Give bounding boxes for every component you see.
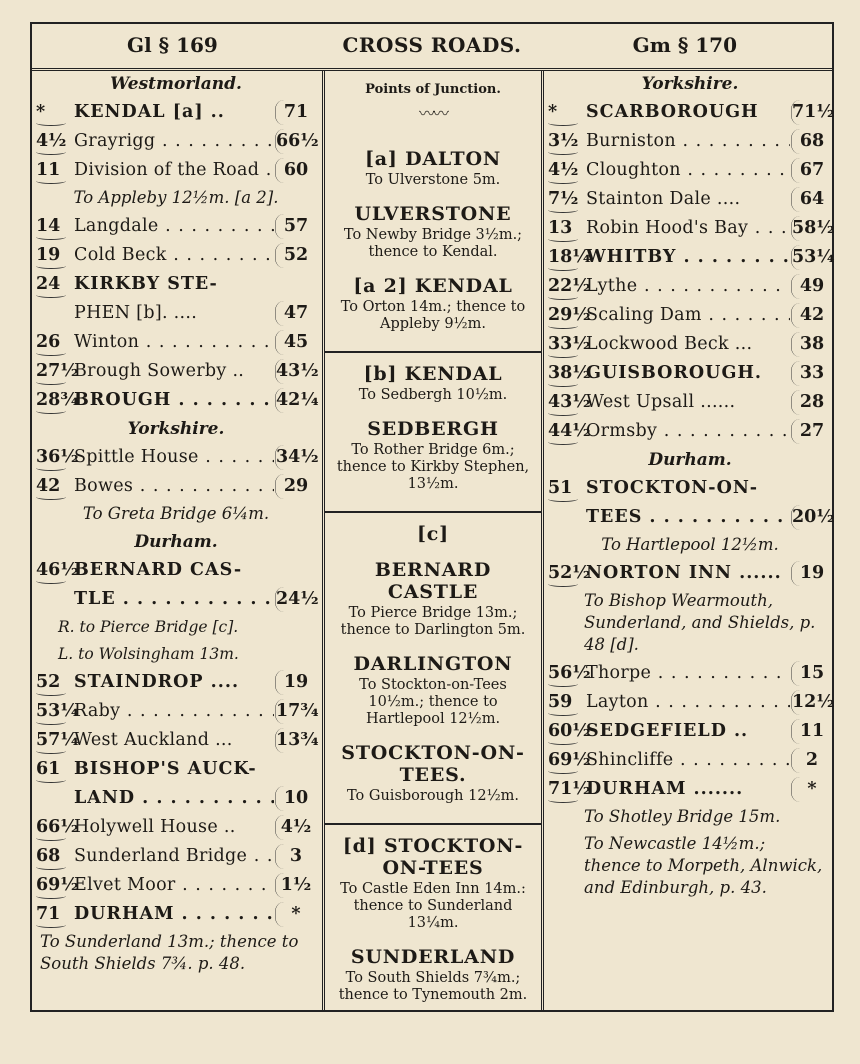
- junction-directions: To Sedbergh 10½m.: [358, 387, 508, 403]
- place-name: NORTON INN ......: [586, 563, 782, 583]
- route-row: [36, 784, 316, 813]
- junction-directions: To Stockton-on-Tees 10½m.; thence to Hartlepool 12½m.: [359, 677, 507, 727]
- distance-to-end: 45: [276, 328, 316, 357]
- route-row: [548, 417, 832, 446]
- right-route-column: [548, 70, 835, 1010]
- place-name: Ormsby . . .: [586, 417, 790, 446]
- junction-heading: STOCKTON-ON-TEES.: [341, 742, 525, 786]
- place-name: Cold Beck . . .: [74, 241, 274, 270]
- place-name: Robin Hood's Bay . . .: [586, 214, 790, 243]
- distance-from-start: 69½: [548, 746, 582, 775]
- distance-to-end: 33: [792, 359, 832, 388]
- route-start-row: [548, 98, 835, 127]
- place-name: KIRKBY STE-: [74, 274, 218, 294]
- distance-from-start: 57¼: [36, 726, 70, 755]
- distance-to-end: 28: [792, 388, 832, 417]
- distance-from-start: 36½: [36, 443, 70, 472]
- ornament: 〰〰: [418, 104, 447, 123]
- distance-from-start: 52: [36, 668, 70, 697]
- place-name: West Upsall ......: [586, 392, 736, 412]
- place-name: Thorpe . . .: [586, 659, 790, 688]
- branch-note: To Appleby 12½m. [a 2].: [73, 188, 279, 207]
- place-name: Stainton Dale ....: [586, 189, 741, 209]
- distance-to-end: 57: [276, 212, 316, 241]
- place-name: PHEN [b]. ....: [74, 303, 198, 323]
- distance-to-end: 42¼: [276, 386, 316, 415]
- route-row: [36, 212, 316, 241]
- distance-to-end: 47: [276, 299, 316, 328]
- junction-heading: BERNARD CASTLE: [374, 559, 492, 603]
- branch-note: To Newcastle 14½m.; thence to Morpeth, Alnwick, and Edinburgh, p. 43.: [584, 834, 823, 897]
- region-heading: Yorkshire.: [127, 419, 225, 439]
- route-row: [36, 472, 316, 501]
- branch-note: L. to Wolsingham 13m.: [58, 645, 239, 663]
- route-row: [548, 185, 832, 214]
- route-row: [548, 330, 832, 359]
- distance-to-end: 42: [792, 301, 832, 330]
- distance-from-start: 29½: [548, 301, 582, 330]
- junction-heading: DARLINGTON: [353, 653, 513, 675]
- route-row: [36, 299, 316, 328]
- junction-entry: [325, 418, 541, 497]
- place-name: Cloughton . . .: [586, 156, 790, 185]
- route-row: [36, 900, 316, 929]
- region-heading: Durham.: [648, 450, 732, 470]
- junction-entry: [325, 523, 541, 549]
- distance-to-end: 27: [792, 417, 832, 446]
- route-row: [36, 871, 316, 900]
- start-total: 71: [276, 98, 316, 127]
- junction-column: [322, 70, 544, 1010]
- branch-note: To Hartlepool 12½m.: [601, 535, 779, 554]
- section-ref-left: Gl § 169: [127, 33, 218, 57]
- distance-to-end: 58½: [792, 214, 832, 243]
- distance-from-start: 44½: [548, 417, 582, 446]
- distance-from-start: 27½: [36, 357, 70, 386]
- place-name: Shincliffe . . .: [586, 746, 790, 775]
- junction-entry: [325, 946, 541, 1008]
- distance-from-start: 66½: [36, 813, 70, 842]
- distance-to-end: 13¾: [276, 726, 316, 755]
- distance-to-end: 1½: [276, 871, 316, 900]
- route-row: [36, 556, 316, 585]
- place-name: STOCKTON-ON-: [586, 478, 759, 498]
- place-name: Lockwood Beck ...: [586, 334, 753, 354]
- junction-directions: To Guisborough 12½m.: [347, 788, 519, 804]
- route-row: [548, 688, 835, 717]
- route-row: [36, 270, 316, 299]
- distance-from-start: 13: [548, 214, 582, 243]
- route-row: [36, 726, 319, 755]
- start-place: SCARBOROUGH: [586, 102, 759, 122]
- junction-entry: [325, 275, 541, 337]
- route-row: [548, 156, 832, 185]
- branch-note: To Sunderland 13m.; thence to South Shields 7¾. p. 48.: [40, 932, 299, 973]
- distance-from-start: 56½: [548, 659, 582, 688]
- distance-from-start: 26: [36, 328, 70, 357]
- route-row: [36, 668, 316, 697]
- route-row: [548, 127, 832, 156]
- distance-from-start: 53¼: [36, 697, 70, 726]
- distance-to-end: 19: [792, 559, 832, 588]
- distance-from-start: 71½: [548, 775, 582, 804]
- junction-entry: [325, 653, 541, 732]
- junction-heading: SEDBERGH: [367, 418, 499, 440]
- distance-to-end: 10: [276, 784, 316, 813]
- junction-heading: [c]: [417, 523, 449, 545]
- junction-directions: To Rother Bridge 6m.; thence to Kirkby Stephen, 13½m.: [336, 442, 530, 492]
- place-name: DURHAM . . .: [74, 900, 274, 929]
- place-name: Brough Sowerby ..: [74, 361, 245, 381]
- route-row: [548, 214, 835, 243]
- place-name: Spittle House . . .: [74, 443, 274, 472]
- distance-from-start: 4½: [548, 156, 582, 185]
- route-row: [548, 272, 832, 301]
- distance-from-start: 4½: [36, 127, 70, 156]
- distance-to-end: 68: [792, 127, 832, 156]
- distance-to-end: 24½: [276, 585, 316, 614]
- place-name: BISHOP'S AUCK-: [74, 759, 257, 779]
- route-row: [36, 241, 316, 270]
- region-heading: Yorkshire.: [641, 74, 739, 94]
- distance-to-end: 53¼: [792, 243, 832, 272]
- place-name: Bowes . . .: [74, 472, 274, 501]
- distance-to-end: 12½: [792, 688, 832, 717]
- place-name: LAND . . .: [74, 784, 274, 813]
- distance-to-end: 29: [276, 472, 316, 501]
- junction-entry: [325, 148, 541, 193]
- start-total: 71½: [792, 98, 832, 127]
- distance-from-start: 71: [36, 900, 70, 929]
- distance-to-end: 60: [276, 156, 316, 185]
- junction-heading: [b] KENDAL: [363, 363, 503, 385]
- distance-from-start: 59: [548, 688, 582, 717]
- place-name: WHITBY . . .: [586, 243, 790, 272]
- start-marker: *: [36, 98, 70, 127]
- route-row: [548, 746, 832, 775]
- junction-heading: [a] DALTON: [365, 148, 501, 170]
- place-name: TLE . . .: [74, 585, 274, 614]
- junction-entry: [325, 835, 541, 936]
- distance-from-start: 24: [36, 270, 70, 299]
- route-row: [548, 474, 832, 503]
- route-row: [36, 585, 319, 614]
- branch-note: To Bishop Wearmouth, Sunderland, and Shields, p. 48 [d].: [584, 591, 816, 654]
- place-name: SEDGEFIELD ..: [586, 721, 749, 741]
- distance-from-start: 7½: [548, 185, 582, 214]
- distance-to-end: 49: [792, 272, 832, 301]
- distance-from-start: 69½: [36, 871, 70, 900]
- start-marker: *: [548, 98, 582, 127]
- distance-from-start: 11: [36, 156, 70, 185]
- distance-from-start: 33½: [548, 330, 582, 359]
- place-name: Langdale . . .: [74, 212, 274, 241]
- page-frame: [30, 22, 834, 1012]
- route-row: [36, 156, 316, 185]
- distance-from-start: 42: [36, 472, 70, 501]
- distance-to-end: 66½: [276, 127, 316, 156]
- route-row: [548, 388, 832, 417]
- place-name: Winton . . .: [74, 328, 274, 357]
- junction-heading: [a 2] KENDAL: [353, 275, 513, 297]
- distance-to-end: 43½: [276, 357, 316, 386]
- route-row: [548, 243, 835, 272]
- page-title: CROSS ROADS.: [342, 33, 522, 57]
- place-name: Burniston . . .: [586, 127, 790, 156]
- route-row: [548, 359, 832, 388]
- distance-from-start: 61: [36, 755, 70, 784]
- route-row: [36, 755, 316, 784]
- place-name: BROUGH . . .: [74, 386, 274, 415]
- distance-to-end: *: [276, 900, 316, 929]
- region-heading: Westmorland.: [110, 74, 242, 94]
- place-name: Scaling Dam . . .: [586, 301, 790, 330]
- distance-from-start: 52½: [548, 559, 582, 588]
- distance-to-end: 4½: [276, 813, 316, 842]
- distance-to-end: 34½: [276, 443, 316, 472]
- start-place: KENDAL [a] ..: [74, 102, 225, 122]
- junction-entry: [325, 363, 541, 408]
- route-row: [548, 775, 832, 804]
- place-name: Sunderland Bridge . . .: [74, 842, 274, 871]
- route-row: [36, 127, 319, 156]
- junction-heading: SUNDERLAND: [350, 946, 516, 968]
- distance-from-start: 3½: [548, 127, 582, 156]
- junction-directions: To Orton 14m.; thence to Appleby 9½m.: [340, 299, 526, 332]
- route-row: [548, 659, 832, 688]
- route-start-row: [36, 98, 316, 127]
- junction-entry: [325, 203, 541, 265]
- route-row: [36, 357, 319, 386]
- distance-to-end: 11: [792, 717, 832, 746]
- junction-directions: To Newby Bridge 3½m.; thence to Kendal.: [343, 227, 523, 260]
- distance-to-end: *: [792, 775, 832, 804]
- distance-from-start: 68: [36, 842, 70, 871]
- route-row: [36, 443, 319, 472]
- junction-directions: To Pierce Bridge 13m.; thence to Darlington 5m.: [340, 605, 526, 638]
- region-heading: Durham.: [134, 532, 218, 552]
- distance-to-end: 67: [792, 156, 832, 185]
- distance-from-start: 22½: [548, 272, 582, 301]
- distance-from-start: 60½: [548, 717, 582, 746]
- place-name: Raby . . .: [74, 697, 274, 726]
- distance-to-end: 19: [276, 668, 316, 697]
- place-name: Division of the Road . . .: [74, 156, 274, 185]
- place-name: Layton . . .: [586, 688, 790, 717]
- branch-note: To Shotley Bridge 15m.: [584, 807, 781, 826]
- route-row: [36, 697, 319, 726]
- place-name: Elvet Moor . . .: [74, 871, 274, 900]
- distance-from-start: 18¼: [548, 243, 582, 272]
- route-row: [36, 386, 319, 415]
- place-name: STAINDROP ....: [74, 672, 240, 692]
- junction-divider: [325, 823, 541, 825]
- junction-divider: [325, 511, 541, 513]
- junction-title: Points of Junction.: [365, 82, 501, 97]
- place-name: BERNARD CAS-: [74, 560, 243, 580]
- distance-to-end: 64: [792, 185, 832, 214]
- route-row: [548, 503, 835, 532]
- distance-to-end: 15: [792, 659, 832, 688]
- place-name: TEES . . .: [586, 503, 790, 532]
- junction-directions: To Castle Eden Inn 14m.: thence to Sunderland 13¼m.: [340, 881, 526, 931]
- distance-to-end: 20½: [792, 503, 832, 532]
- route-row: [548, 717, 832, 746]
- junction-heading: [d] STOCKTON-ON-TEES: [342, 835, 524, 879]
- distance-to-end: 38: [792, 330, 832, 359]
- route-row: [36, 842, 316, 871]
- junction-directions: To Ulverstone 5m.: [365, 172, 501, 188]
- distance-from-start: 19: [36, 241, 70, 270]
- route-row: [548, 559, 832, 588]
- distance-from-start: 28¾: [36, 386, 70, 415]
- junction-entry: [325, 559, 541, 643]
- branch-note: R. to Pierce Bridge [c].: [58, 618, 239, 636]
- place-name: West Auckland ...: [74, 730, 233, 750]
- distance-to-end: 3: [276, 842, 316, 871]
- left-route-column: [36, 70, 319, 1010]
- branch-note: To Greta Bridge 6¼m.: [82, 504, 270, 523]
- page-header: [32, 24, 832, 71]
- junction-entry: [325, 742, 541, 809]
- distance-from-start: 46½: [36, 556, 70, 585]
- place-name: Lythe . . .: [586, 272, 790, 301]
- place-name: Holywell House ..: [74, 817, 236, 837]
- distance-to-end: 17¾: [276, 697, 316, 726]
- distance-to-end: 52: [276, 241, 316, 270]
- junction-divider: [325, 351, 541, 353]
- distance-from-start: 38½: [548, 359, 582, 388]
- route-row: [36, 328, 316, 357]
- distance-from-start: 51: [548, 474, 582, 503]
- distance-from-start: 14: [36, 212, 70, 241]
- section-ref-right: Gm § 170: [632, 33, 737, 57]
- junction-directions: To South Shields 7¾m.; thence to Tynemouth 2m.: [338, 970, 528, 1003]
- route-row: [36, 813, 316, 842]
- place-name: Grayrigg . . .: [74, 127, 274, 156]
- distance-to-end: 2: [792, 746, 832, 775]
- route-row: [548, 301, 832, 330]
- place-name: DURHAM .......: [586, 779, 744, 799]
- distance-from-start: 43½: [548, 388, 582, 417]
- place-name: GUISBOROUGH.: [586, 363, 763, 383]
- junction-heading: ULVERSTONE: [354, 203, 512, 225]
